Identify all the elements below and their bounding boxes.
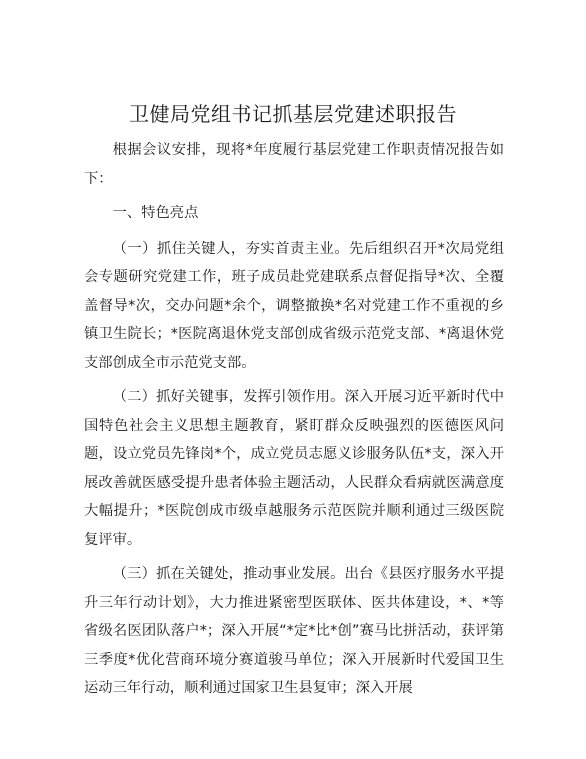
intro-paragraph: 根据会议安排，现将*年度履行基层党建工作职责情况报告如下： [84,142,504,187]
paragraph-3: （三）抓在关键处，推动事业发展。出台《县医疗服务水平提升三年行动计划》，大力推进紧密型医联体、医共体建设，*、*等省级名医团队落户*；深入开展“*定*比*创”赛马比拼活动，获评第三季度*优化营商环境分赛道骏马单位；深入开展新时代爱国卫生运动三年行动，顺利通过国家卫生县复审；深入开展 [84,566,504,696]
paragraph-2: （二）抓好关键事，发挥引领作用。深入开展习近平新时代中国特色社会主义思想主题教育，紧盯群众反映强烈的医德医风问题，设立党员先锋岗*个，成立党员志愿义诊服务队伍*支，深入开展改善就医感受提升患者体验主题活动，人民群众看病就医满意度大幅提升；*医院创成市级卓越服务示范医院并顺利通过三级医院复评审。 [84,389,504,548]
section-heading: 一、特色亮点 [112,205,199,221]
document-title: 卫健局党组书记抓基层党建述职报告 [129,102,457,126]
document-body [84,136,504,709]
paragraph-1: （一）抓住关键人，夯实首责主业。先后组织召开*次局党组会专题研究党建工作，班子成员赴党建联系点督促指导*次、全覆盖督导*次，交办问题*余个，调整撤换*名对党建工作不重视的乡镇卫生院长；*医院离退休党支部创成省级示范党支部、*离退休党支部创成全市示范党支部。 [84,240,504,371]
